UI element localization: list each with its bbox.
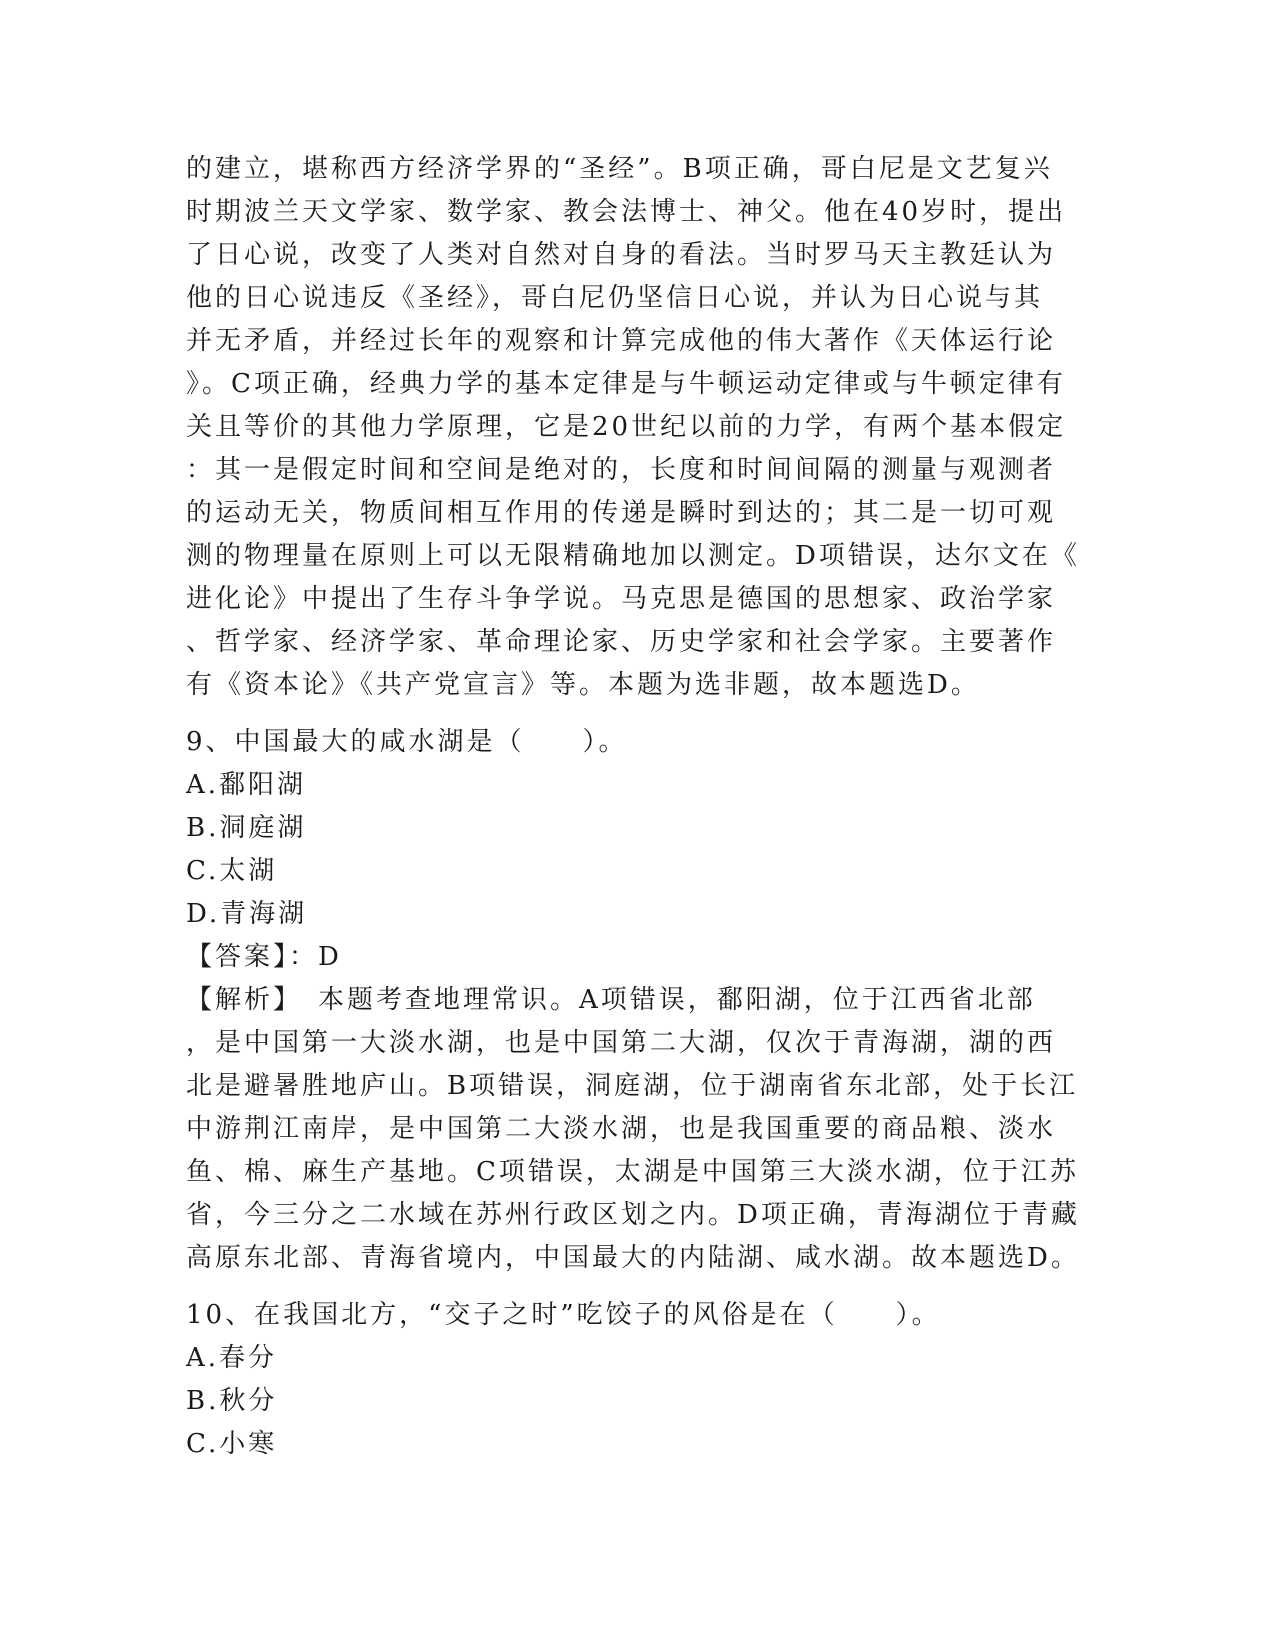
question-10	[186, 1294, 1086, 1466]
answer-line: 【答案】：D	[186, 942, 342, 972]
question-title: 10、在我国北方，“交子之时”吃饺子的风俗是在（ ）。	[186, 1300, 941, 1330]
text-line: 的建立，堪称西方经济学界的“圣经”。B项正确，哥白尼是文艺复兴	[186, 154, 1053, 184]
text-line: 的运动无关，物质间相互作用的传递是瞬时到达的；其二是一切可观	[186, 498, 1057, 528]
text-line: ：其一是假定时间和空间是绝对的，长度和时间间隔的测量与观测者	[186, 455, 1057, 485]
text-line: 有《资本论》《共产党宣言》等。本题为选非题，故本题选D。	[186, 670, 980, 700]
explanation-line: 【解析】 本题考查地理常识。A项错误，鄱阳湖，位于江西省北部	[186, 985, 1036, 1015]
explanation-line: 北是避暑胜地庐山。B项错误，洞庭湖，位于湖南省东北部，处于长江	[186, 1071, 1079, 1101]
text-line: 他的日心说违反《圣经》，哥白尼仍坚信日心说，并认为日心说与其	[186, 283, 1044, 313]
question-title: 9、中国最大的咸水湖是（ ）。	[186, 727, 628, 757]
text-line: 了日心说，改变了人类对自然对自身的看法。当时罗马天主教廷认为	[186, 240, 1057, 270]
spacer	[186, 1280, 1086, 1294]
previous-explanation	[186, 148, 1086, 707]
option-a: A.鄱阳湖	[186, 770, 307, 800]
spacer	[186, 707, 1086, 721]
text-line: 》。C项正确，经典力学的基本定律是与牛顿运动定律或与牛顿定律有	[186, 369, 1066, 399]
document-page	[186, 148, 1086, 1466]
explanation-line: 鱼、棉、麻生产基地。C项错误，太湖是中国第三大淡水湖，位于江苏	[186, 1157, 1079, 1187]
option-c: C.太湖	[186, 856, 278, 886]
option-a: A.春分	[186, 1343, 278, 1373]
explanation-line: 省，今三分之二水域在苏州行政区划之内。D项正确，青海湖位于青藏	[186, 1200, 1080, 1230]
explanation-line: 高原东北部、青海省境内，中国最大的内陆湖、咸水湖。故本题选D。	[186, 1243, 1080, 1273]
option-b: B.秋分	[186, 1386, 278, 1416]
explanation-line: 中游荆江南岸，是中国第二大淡水湖，也是我国重要的商品粮、淡水	[186, 1114, 1057, 1144]
text-line: 时期波兰天文学家、数学家、教会法博士、神父。他在40岁时，提出	[186, 197, 1067, 227]
option-c: C.小寒	[186, 1429, 278, 1459]
text-line: 关且等价的其他力学原理，它是20世纪以前的力学，有两个基本假定	[186, 412, 1067, 442]
option-b: B.洞庭湖	[186, 813, 307, 843]
question-9	[186, 721, 1086, 1280]
option-d: D.青海湖	[186, 899, 308, 929]
explanation-line: ，是中国第一大淡水湖，也是中国第二大湖，仅次于青海湖，湖的西	[186, 1028, 1057, 1058]
text-line: 并无矛盾，并经过长年的观察和计算完成他的伟大著作《天体运行论	[186, 326, 1057, 356]
text-line: 测的物理量在原则上可以无限精确地加以测定。D项错误，达尔文在《	[186, 541, 1080, 571]
text-line: 进化论》中提出了生存斗争学说。马克思是德国的思想家、政治学家	[186, 584, 1057, 614]
text-line: 、哲学家、经济学家、革命理论家、历史学家和社会学家。主要著作	[186, 627, 1057, 657]
